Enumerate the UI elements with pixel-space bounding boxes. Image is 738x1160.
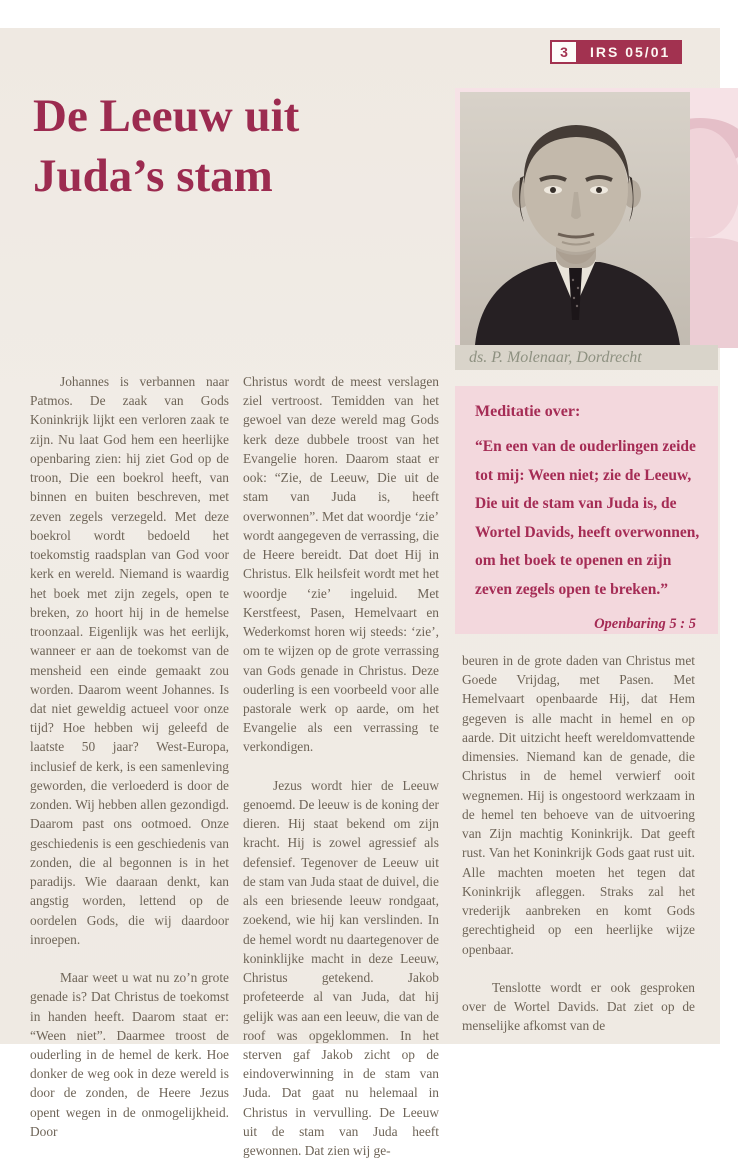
issue-label: IRS 05/01 — [578, 40, 682, 64]
body-column-2 — [243, 372, 439, 1160]
paragraph: Tenslotte wordt er ook gesproken over de Wortel Davids. Dat ziet op de menselijke afkomst van de — [462, 979, 695, 1034]
magazine-page — [0, 28, 720, 1159]
page-header-badge — [550, 40, 682, 64]
paragraph: Jezus wordt hier de Leeuw genoemd. De leeuw is de koning der dieren. Hij staat bekend om zijn kracht. Hij is zowel agressief als defensief. Tegenover de Leeuw uit de stam van Juda staat de duivel, die als een briesende leeuw rondgaat, zoekend, wie hij kan verslinden. In de hemel wordt nu daartegenover de koninklijke macht in deze Leeuw, Christus getekend. Jakob profeteerde al van Juda, dat hij gelijk was aan een leeuw, die van de roof was opgeklommen. In het sterven gaf Jakob zicht op de eindoverwinning in de stam van Juda. Dat gaat nu helemaal in Christus in vervulling. De Leeuw uit de stam van Juda heeft gewonnen. Dat zien wij ge- — [243, 777, 439, 1159]
paragraph: Maar weet u wat nu zo’n grote genade is? Dat Christus de toekomst in handen heeft. Daarom staat er: “Ween niet”. Daarmee troost de ouderling in de hemel de kerk. Hoe donker de weg ook in deze wereld is door de zonden, de Heere Jezus opent wegen in de onmogelijkheid. Door — [30, 970, 229, 1139]
paragraph: beuren in de grote daden van Christus met Goede Vrijdag, met Pasen. Met Hemelvaart openbaarde Hij, dat Hem gegeven is alle macht in hemel en op aarde. Dit uitzicht heeft wereldomvattende dimensies. Niemand kan de genade, die Christus in de hemel verwierf ooit wegnemen. Hij is ongestoord werkzaam in de hemel ten behoeve van de uitvoering van Zijn machtig Koninkrijk. Dat geeft rust. Van het Koninkrijk Gods gaat rust uit. Alle machten moeten het tegen dat Koninkrijk afleggen. Straks zal het vrederijk aanbreken en komt Gods gerechtigheid op een heerlijke wijze openbaar. — [462, 653, 695, 957]
meditatie-box — [455, 386, 718, 634]
page-number: 3 — [550, 40, 578, 64]
body-column-1 — [30, 372, 229, 1141]
photo-caption: ds. P. Molenaar, Dordrecht — [469, 348, 642, 366]
meditatie-reference: Openbaring 5 : 5 — [594, 616, 696, 633]
body-column-3 — [462, 651, 695, 1035]
meditatie-heading: Meditatie over: — [475, 403, 581, 420]
portrait-photo — [460, 92, 690, 345]
meditatie-quote: “En een van de ouderlingen zeide tot mij: Ween niet; zie de Leeuw, Die uit de stam van Juda is, de Wortel Davids, heeft overwonnen, om het boek te openen en zijn zeven zegels open te breken.” — [475, 438, 700, 598]
article-title-line1: De Leeuw uit — [33, 90, 300, 142]
article-title-line2: Juda’s stam — [33, 150, 273, 203]
paragraph: Christus wordt de meest verslagen ziel vertroost. Temidden van het gewoel van deze wereld mag Gods kerk deze dubbele troost van het Evangelie horen. Daarom staat er ook: “Zie, de Leeuw, Die uit de stam van Juda is, heeft overwonnen”. Met dat woordje ‘zie’ wordt aangegeven de verrassing, die de Heere bereidt. Dat doet Hij in Christus. Elk heilsfeit wordt met het woordje ‘zie’ ingeluid. Met Kerstfeest, Pasen, Hemelvaart en Wederkomst horen wij steeds: ‘zie’, om te wijzen op de grote verrassing van Gods genade in Christus. Deze ouderling is een voorbeeld voor alle pastorale werk op aarde, om het Evangelie als een verrassing te verkondigen. — [243, 374, 439, 755]
photo-caption-bar — [455, 345, 718, 370]
paragraph: Johannes is verbannen naar Patmos. De zaak van Gods Koninkrijk lijkt een verloren zaak te zijn. Nu laat God hem een heerlijke openbaring zien: hij ziet God op de troon, Die een boekrol heeft, van binnen en buiten beschreven, met zeven zegels verzegeld. Met deze boekrol wordt bedoeld het toekomstig raadsplan van God voor kerk en wereld. Niemand is waardig het boek met zijn zegels, open te breken, zo hoort hij in de hemelse troonzaal. Eigenlijk was het eerlijk, wanneer er aan de toekomst van de mensheid een einde gemaakt zou worden. Daarom weent Johannes. Is dat niet geweldig actueel voor onze tijd? Hoe hebben wij geleefd de laatste 50 jaar? West-Europa, inclusief de kerk, is een samenleving geworden, die verloederd is door de zonden. Wij hebben allen gezondigd. Daarom past ons ootmoed. Onze geschiedenis is een geschiedenis van zonden, die al begonnen is in het paradijs. Wie daaraan denkt, kan angstig worden, lettend op de oordelen Gods, die wij daardoor inroepen. — [30, 374, 229, 947]
article-title — [33, 86, 299, 206]
